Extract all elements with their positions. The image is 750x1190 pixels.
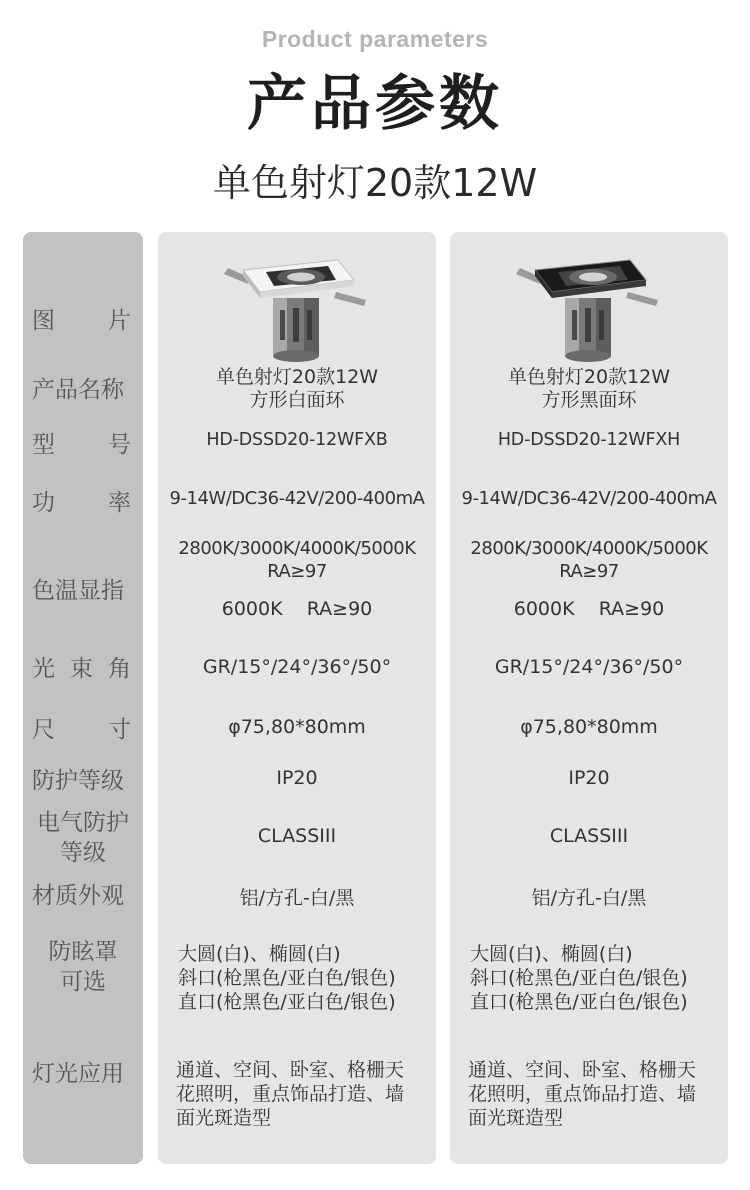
label-power-char-1: 功: [32, 490, 55, 516]
product-name: [158, 366, 436, 412]
square-spotlight-white-ring-icon: [218, 246, 378, 364]
product-application: [158, 1058, 436, 1130]
product-name-line-2: 方形黑面环: [541, 389, 637, 411]
product-glare-line-3: 直口(枪黑色/亚白色/银色): [470, 991, 688, 1013]
label-model: [23, 426, 143, 459]
label-electric-line-2: 等级: [60, 840, 106, 866]
product-glare: [158, 942, 436, 1014]
product-glare-line-3: 直口(枪黑色/亚白色/银色): [178, 991, 396, 1013]
product-application: [450, 1058, 728, 1130]
product-model: HD-DSSD20-12WFXH: [497, 430, 681, 450]
product-application-line-2: 花照明，重点饰品打造、墙: [176, 1083, 405, 1105]
label-model-char-2: 号: [108, 432, 131, 458]
label-picture-char-1: 图: [32, 308, 55, 334]
product-name-line-1: 单色射灯20款12W: [215, 366, 379, 388]
product-application-line-1: 通道、空间、卧室、格栅天: [468, 1059, 697, 1081]
label-glare-line-1: 防眩罩: [48, 939, 118, 965]
product-beam: GR/15°/24°/36°/50°: [494, 656, 684, 678]
product-size: φ75,80*80mm: [228, 716, 366, 738]
label-size-char-1: 尺: [32, 717, 55, 743]
label-name: 产品名称: [32, 377, 124, 403]
label-beam-char-1: 光: [32, 656, 55, 682]
product-cct-extra: 6000K RA≥90: [221, 598, 373, 620]
product-application-line-1: 通道、空间、卧室、格栅天: [176, 1059, 405, 1081]
product-model: HD-DSSD20-12WFXB: [206, 430, 388, 450]
label-glare-line-2: 可选: [60, 969, 106, 995]
product-glare-line-1: 大圆(白)、椭圆(白): [470, 943, 633, 965]
page-title: 产品参数: [247, 69, 503, 139]
product-column-black: [450, 232, 728, 1164]
label-electric-line-1: 电气防护: [37, 810, 129, 836]
label-size-char-2: 寸: [108, 717, 131, 743]
product-size: φ75,80*80mm: [520, 716, 658, 738]
label-power: [23, 484, 143, 517]
product-subtitle: 单色射灯20款12W: [212, 161, 538, 205]
product-cct-line-2: RA≥97: [267, 561, 327, 582]
label-picture-char-2: 片: [108, 308, 131, 334]
product-ip: IP20: [568, 767, 610, 789]
product-material: 铝/方孔-白/黑: [531, 887, 647, 909]
product-ip: IP20: [276, 767, 318, 789]
label-electric: [23, 808, 143, 868]
product-cct: [158, 537, 436, 583]
product-glare-line-1: 大圆(白)、椭圆(白): [178, 943, 341, 965]
product-name-line-2: 方形白面环: [249, 389, 345, 411]
square-spotlight-black-ring-icon: [510, 246, 670, 364]
product-column-white: [158, 232, 436, 1164]
label-glare: [23, 937, 143, 997]
product-electric: CLASSIII: [549, 825, 629, 847]
product-name: [450, 366, 728, 412]
en-title: Product parameters: [261, 26, 489, 52]
product-power: 9-14W/DC36-42V/200-400mA: [461, 488, 717, 509]
product-electric: CLASSIII: [257, 825, 337, 847]
label-cct: 色温显指: [32, 578, 124, 604]
product-application-line-2: 花照明，重点饰品打造、墙: [468, 1083, 697, 1105]
product-application-line-3: 面光斑造型: [468, 1107, 564, 1129]
label-power-char-2: 率: [108, 490, 131, 516]
label-application: 灯光应用: [32, 1061, 124, 1087]
label-picture: [23, 302, 143, 335]
product-power: 9-14W/DC36-42V/200-400mA: [169, 488, 425, 509]
label-column: [23, 232, 143, 1164]
product-material: 铝/方孔-白/黑: [239, 887, 355, 909]
label-model-char-1: 型: [32, 432, 55, 458]
product-glare-line-2: 斜口(枪黑色/亚白色/银色): [178, 967, 396, 989]
label-beam: [23, 650, 143, 683]
product-beam: GR/15°/24°/36°/50°: [202, 656, 392, 678]
label-beam-char-3: 角: [108, 656, 131, 682]
product-cct-line-1: 2800K/3000K/4000K/5000K: [470, 538, 708, 559]
product-cct-extra: 6000K RA≥90: [513, 598, 665, 620]
label-ip: 防护等级: [32, 768, 124, 794]
product-cct: [450, 537, 728, 583]
product-glare-line-2: 斜口(枪黑色/亚白色/银色): [470, 967, 688, 989]
label-material: 材质外观: [32, 883, 124, 909]
label-beam-char-2: 束: [70, 656, 93, 682]
label-size: [23, 711, 143, 744]
product-application-line-3: 面光斑造型: [176, 1107, 272, 1129]
product-glare: [450, 942, 728, 1014]
product-name-line-1: 单色射灯20款12W: [507, 366, 671, 388]
product-cct-line-2: RA≥97: [559, 561, 619, 582]
product-cct-line-1: 2800K/3000K/4000K/5000K: [178, 538, 416, 559]
